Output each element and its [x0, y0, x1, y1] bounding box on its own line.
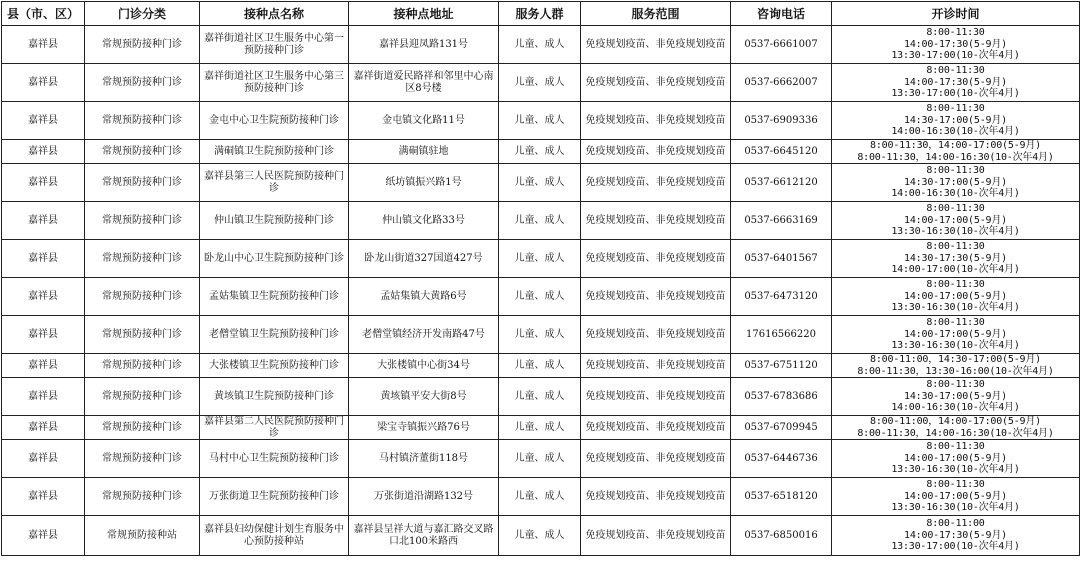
cell-hours — [832, 516, 1080, 556]
cell-name: 大张楼镇卫生院预防接种门诊 — [200, 354, 349, 378]
cell-county: 嘉祥县 — [2, 102, 85, 140]
cell-hours — [832, 202, 1080, 240]
cell-phone: 17616566220 — [731, 316, 832, 354]
cell-people: 儿童、成人 — [499, 478, 581, 516]
cell-scope: 免疫规划疫苗、非免疫规划疫苗 — [581, 102, 731, 140]
cell-scope: 免疫规划疫苗、非免疫规划疫苗 — [581, 240, 731, 278]
hours-line: 8:00-11:30，14:00-16:30(10-次年4月) — [857, 151, 1054, 163]
cell-category: 常规预防接种门诊 — [85, 354, 200, 378]
cell-people: 儿童、成人 — [499, 102, 581, 140]
cell-address: 仲山镇文化路33号 — [349, 202, 499, 240]
hours-line: 13:30-16:30(10-次年4月) — [891, 226, 1020, 238]
cell-name: 嘉祥县妇幼保健计划生育服务中心预防接种站 — [200, 516, 349, 556]
hours-line: 8:00-11:30，14:00-17:00(5-9月) — [870, 140, 1041, 151]
hours-line: 13:30-16:30(10-次年4月) — [891, 502, 1020, 514]
cell-hours — [832, 140, 1080, 164]
cell-phone: 0537-6612120 — [731, 164, 832, 202]
hours-line: 8:00-11:00，14:30-17:00(5-9月) — [870, 354, 1041, 365]
cell-category: 常规预防接种门诊 — [85, 416, 200, 440]
cell-name: 嘉祥县第二人民医院预防接种门诊 — [200, 416, 349, 440]
cell-county: 嘉祥县 — [2, 440, 85, 478]
cell-name: 老僧堂镇卫生院预防接种门诊 — [200, 316, 349, 354]
hours-line: 14:30-17:00(5-9月) — [904, 390, 1007, 402]
cell-county: 嘉祥县 — [2, 516, 85, 556]
hours-line: 13:30-17:00(10-次年4月) — [891, 50, 1020, 62]
hours-line: 14:30-17:30(5-9月) — [904, 252, 1007, 264]
hours-line: 8:00-11:30 — [926, 203, 985, 215]
hours-line: 14:00-17:30(5-9月) — [904, 529, 1007, 541]
cell-name: 卧龙山中心卫生院预防接种门诊 — [200, 240, 349, 278]
cell-hours — [832, 64, 1080, 102]
cell-scope: 免疫规划疫苗、非免疫规划疫苗 — [581, 378, 731, 416]
hours-line: 14:00-17:30(5-9月) — [904, 38, 1007, 50]
cell-name: 仲山镇卫生院预防接种门诊 — [200, 202, 349, 240]
cell-category: 常规预防接种门诊 — [85, 202, 200, 240]
cell-address: 大张楼镇中心街34号 — [349, 354, 499, 378]
header-category: 门诊分类 — [85, 2, 200, 26]
cell-hours — [832, 316, 1080, 354]
hours-line: 8:00-11:30 — [926, 103, 985, 115]
cell-people: 儿童、成人 — [499, 516, 581, 556]
cell-category: 常规预防接种门诊 — [85, 64, 200, 102]
cell-hours — [832, 416, 1080, 440]
cell-hours — [832, 440, 1080, 478]
cell-address: 满硐镇驻地 — [349, 140, 499, 164]
table-row — [2, 164, 1080, 202]
header-hours: 开诊时间 — [832, 2, 1080, 26]
cell-people: 儿童、成人 — [499, 240, 581, 278]
table-row — [2, 140, 1080, 164]
cell-county: 嘉祥县 — [2, 64, 85, 102]
table-row — [2, 202, 1080, 240]
hours-line: 14:00-16:30(10-次年4月) — [891, 402, 1020, 414]
cell-hours — [832, 278, 1080, 316]
table-row — [2, 378, 1080, 416]
cell-scope: 免疫规划疫苗、非免疫规划疫苗 — [581, 26, 731, 64]
cell-county: 嘉祥县 — [2, 354, 85, 378]
cell-phone: 0537-6645120 — [731, 140, 832, 164]
cell-scope: 免疫规划疫苗、非免疫规划疫苗 — [581, 278, 731, 316]
hours-line: 13:30-17:00(10-次年4月) — [891, 541, 1020, 553]
hours-line: 8:00-11:30 — [926, 241, 985, 253]
table-row — [2, 64, 1080, 102]
table-row — [2, 240, 1080, 278]
table-row — [2, 278, 1080, 316]
table-row — [2, 354, 1080, 378]
cell-category: 常规预防接种门诊 — [85, 26, 200, 64]
cell-people: 儿童、成人 — [499, 416, 581, 440]
cell-scope: 免疫规划疫苗、非免疫规划疫苗 — [581, 164, 731, 202]
cell-county: 嘉祥县 — [2, 26, 85, 64]
cell-phone: 0537-6518120 — [731, 478, 832, 516]
cell-name: 金屯中心卫生院预防接种门诊 — [200, 102, 349, 140]
header-address: 接种点地址 — [349, 2, 499, 26]
cell-scope: 免疫规划疫苗、非免疫规划疫苗 — [581, 516, 731, 556]
cell-name: 嘉祥县第三人民医院预防接种门诊 — [200, 164, 349, 202]
vaccination-clinic-table — [1, 1, 1080, 556]
cell-phone: 0537-6446736 — [731, 440, 832, 478]
cell-address: 孟姑集镇大黄路6号 — [349, 278, 499, 316]
cell-phone: 0537-6709945 — [731, 416, 832, 440]
cell-phone: 0537-6751120 — [731, 354, 832, 378]
cell-category: 常规预防接种门诊 — [85, 316, 200, 354]
cell-scope: 免疫规划疫苗、非免疫规划疫苗 — [581, 316, 731, 354]
cell-name: 嘉祥街道社区卫生服务中心第一预防接种门诊 — [200, 26, 349, 64]
hours-line: 8:00-11:30，13:30-16:00(10-次年4月) — [857, 365, 1054, 377]
header-name: 接种点名称 — [200, 2, 349, 26]
table-row — [2, 478, 1080, 516]
hours-line: 8:00-11:00，14:00-17:00(5-9月) — [870, 416, 1041, 427]
hours-line: 14:30-17:00(5-9月) — [904, 176, 1007, 188]
hours-line: 14:00-17:00(10-次年4月) — [891, 264, 1020, 276]
cell-people: 儿童、成人 — [499, 164, 581, 202]
cell-phone: 0537-6662007 — [731, 64, 832, 102]
cell-phone: 0537-6783686 — [731, 378, 832, 416]
cell-county: 嘉祥县 — [2, 164, 85, 202]
cell-category: 常规预防接种门诊 — [85, 478, 200, 516]
hours-line: 8:00-11:30 — [926, 441, 985, 453]
cell-address: 金屯镇文化路11号 — [349, 102, 499, 140]
hours-line: 14:30-17:00(5-9月) — [904, 114, 1007, 126]
header-row — [2, 2, 1080, 26]
hours-line: 14:00-17:00(5-9月) — [904, 490, 1007, 502]
cell-phone: 0537-6473120 — [731, 278, 832, 316]
cell-county: 嘉祥县 — [2, 416, 85, 440]
cell-phone: 0537-6909336 — [731, 102, 832, 140]
cell-hours — [832, 378, 1080, 416]
header-people: 服务人群 — [499, 2, 581, 26]
cell-hours — [832, 240, 1080, 278]
cell-people: 儿童、成人 — [499, 140, 581, 164]
cell-scope: 免疫规划疫苗、非免疫规划疫苗 — [581, 64, 731, 102]
hours-line: 8:00-11:30 — [926, 65, 985, 77]
cell-address: 老僧堂镇经济开发南路47号 — [349, 316, 499, 354]
cell-hours — [832, 102, 1080, 140]
cell-people: 儿童、成人 — [499, 278, 581, 316]
table-row — [2, 26, 1080, 64]
hours-line: 14:00-17:00(5-9月) — [904, 214, 1007, 226]
cell-address: 卧龙山街道327国道427号 — [349, 240, 499, 278]
header-scope: 服务范围 — [581, 2, 731, 26]
table-row — [2, 440, 1080, 478]
cell-people: 儿童、成人 — [499, 64, 581, 102]
cell-name: 万张街道卫生院预防接种门诊 — [200, 478, 349, 516]
cell-phone: 0537-6850016 — [731, 516, 832, 556]
hours-line: 8:00-11:30 — [926, 165, 985, 177]
cell-county: 嘉祥县 — [2, 240, 85, 278]
table-body — [2, 26, 1080, 556]
hours-line: 14:00-16:30(10-次年4月) — [891, 126, 1020, 138]
cell-name: 孟姑集镇卫生院预防接种门诊 — [200, 278, 349, 316]
cell-scope: 免疫规划疫苗、非免疫规划疫苗 — [581, 354, 731, 378]
cell-name: 黄垓镇卫生院预防接种门诊 — [200, 378, 349, 416]
hours-line: 14:00-17:00(5-9月) — [904, 328, 1007, 340]
cell-category: 常规预防接种门诊 — [85, 164, 200, 202]
cell-category: 常规预防接种门诊 — [85, 240, 200, 278]
cell-hours — [832, 354, 1080, 378]
cell-phone: 0537-6661007 — [731, 26, 832, 64]
hours-line: 13:30-17:00(10-次年4月) — [891, 88, 1020, 100]
cell-county: 嘉祥县 — [2, 202, 85, 240]
cell-phone: 0537-6663169 — [731, 202, 832, 240]
hours-line: 14:00-17:00(5-9月) — [904, 290, 1007, 302]
hours-line: 13:30-16:30(10-次年4月) — [891, 302, 1020, 314]
cell-people: 儿童、成人 — [499, 26, 581, 64]
cell-name: 嘉祥街道社区卫生服务中心第三预防接种门诊 — [200, 64, 349, 102]
hours-line: 13:30-16:30(10-次年4月) — [891, 340, 1020, 352]
header-phone: 咨询电话 — [731, 2, 832, 26]
cell-address: 嘉祥县呈祥大道与嘉汇路交叉路口北100米路西 — [349, 516, 499, 556]
cell-address: 黄垓镇平安大街8号 — [349, 378, 499, 416]
cell-address: 马村镇济董街118号 — [349, 440, 499, 478]
cell-hours — [832, 478, 1080, 516]
hours-line: 8:00-11:30 — [926, 479, 985, 491]
cell-category: 常规预防接种门诊 — [85, 278, 200, 316]
cell-county: 嘉祥县 — [2, 478, 85, 516]
cell-address: 嘉祥街道爱民路祥和邻里中心南区8号楼 — [349, 64, 499, 102]
hours-line: 8:00-11:00 — [926, 518, 985, 530]
table-row — [2, 516, 1080, 556]
cell-people: 儿童、成人 — [499, 440, 581, 478]
hours-line: 8:00-11:30 — [926, 279, 985, 291]
cell-phone: 0537-6401567 — [731, 240, 832, 278]
cell-category: 常规预防接种门诊 — [85, 378, 200, 416]
cell-category: 常规预防接种门诊 — [85, 440, 200, 478]
cell-county: 嘉祥县 — [2, 278, 85, 316]
cell-address: 梁宝寺镇振兴路76号 — [349, 416, 499, 440]
cell-scope: 免疫规划疫苗、非免疫规划疫苗 — [581, 478, 731, 516]
cell-address: 嘉祥县迎凤路131号 — [349, 26, 499, 64]
cell-hours — [832, 26, 1080, 64]
cell-address: 万张街道沿湖路132号 — [349, 478, 499, 516]
cell-name: 满硐镇卫生院预防接种门诊 — [200, 140, 349, 164]
hours-line: 14:00-16:30(10-次年4月) — [891, 188, 1020, 200]
cell-name: 马村中心卫生院预防接种门诊 — [200, 440, 349, 478]
hours-line: 8:00-11:30 — [926, 317, 985, 329]
cell-scope: 免疫规划疫苗、非免疫规划疫苗 — [581, 202, 731, 240]
hours-line: 8:00-11:30，14:00-16:30(10-次年4月) — [857, 427, 1054, 439]
hours-line: 13:30-16:30(10-次年4月) — [891, 464, 1020, 476]
table-row — [2, 102, 1080, 140]
hours-line: 14:00-17:00(5-9月) — [904, 452, 1007, 464]
cell-address: 纸坊镇振兴路1号 — [349, 164, 499, 202]
cell-category: 常规预防接种门诊 — [85, 140, 200, 164]
hours-line: 8:00-11:30 — [926, 379, 985, 391]
cell-people: 儿童、成人 — [499, 202, 581, 240]
cell-people: 儿童、成人 — [499, 354, 581, 378]
cell-scope: 免疫规划疫苗、非免疫规划疫苗 — [581, 416, 731, 440]
cell-people: 儿童、成人 — [499, 378, 581, 416]
cell-category: 常规预防接种门诊 — [85, 102, 200, 140]
cell-hours — [832, 164, 1080, 202]
table-row — [2, 316, 1080, 354]
cell-scope: 免疫规划疫苗、非免疫规划疫苗 — [581, 140, 731, 164]
cell-county: 嘉祥县 — [2, 140, 85, 164]
cell-category: 常规预防接种站 — [85, 516, 200, 556]
hours-line: 8:00-11:30 — [926, 27, 985, 39]
cell-scope: 免疫规划疫苗、非免疫规划疫苗 — [581, 440, 731, 478]
cell-county: 嘉祥县 — [2, 316, 85, 354]
header-county: 县（市、区） — [2, 2, 85, 26]
hours-line: 14:00-17:30(5-9月) — [904, 76, 1007, 88]
cell-people: 儿童、成人 — [499, 316, 581, 354]
table-row — [2, 416, 1080, 440]
cell-county: 嘉祥县 — [2, 378, 85, 416]
